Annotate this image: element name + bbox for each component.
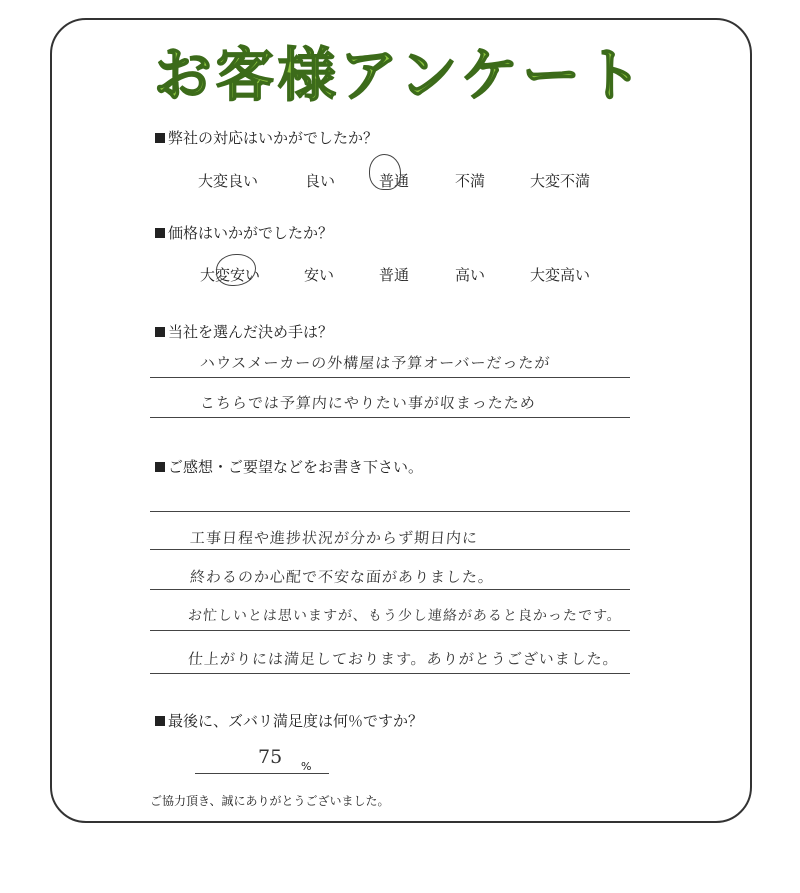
- q2-option-very-cheap[interactable]: 大変安い: [200, 266, 261, 284]
- q4-answer-line-1: 工事日程や進捗状況が分からず期日内に: [189, 529, 479, 547]
- answer-rule: [150, 377, 630, 378]
- q1-option-unsatisfied[interactable]: 不満: [455, 172, 486, 190]
- q1-option-very-unsatisfied[interactable]: 大変不満: [530, 172, 591, 190]
- survey-title: お客様アンケート: [153, 41, 647, 109]
- q2-option-expensive[interactable]: 高い: [455, 266, 486, 284]
- q4-answer-line-2: 終わるのか心配で不安な面がありました。: [189, 568, 495, 586]
- q1-option-very-good[interactable]: 大変良い: [198, 172, 259, 190]
- answer-rule: [150, 673, 630, 674]
- q4-answer-line-3: お忙しいとは思いますが、もう少し連絡があると良かったです。: [187, 608, 623, 624]
- bullet-square-icon: [155, 327, 165, 337]
- q2-option-cheap[interactable]: 安い: [304, 266, 335, 284]
- bullet-square-icon: [155, 462, 165, 472]
- q4-answer-line-4: 仕上がりには満足しております。ありがとうございました。: [187, 650, 620, 668]
- footer-thanks: ご協力頂き、誠にありがとうございました。: [150, 794, 390, 808]
- question-4: [155, 456, 423, 477]
- q1-option-good[interactable]: 良い: [305, 172, 336, 190]
- question-3: [155, 321, 333, 342]
- question-1-label: 弊社の対応はいかがでしたか？: [168, 129, 379, 147]
- satisfaction-value: 75: [258, 746, 283, 768]
- question-4-label: ご感想・ご要望などをお書き下さい。: [168, 458, 424, 476]
- satisfaction-unit: %: [301, 760, 312, 773]
- q2-option-very-expensive[interactable]: 大変高い: [530, 266, 591, 284]
- question-2: [155, 222, 333, 243]
- answer-rule: [150, 417, 630, 418]
- bullet-square-icon: [155, 716, 165, 726]
- answer-rule: [150, 511, 630, 512]
- q3-answer-line-1: ハウスメーカーの外構屋は予算オーバーだったが: [199, 354, 552, 372]
- satisfaction-rule: [195, 773, 329, 774]
- question-5-label: 最後に、ズバリ満足度は何％ですか？: [168, 712, 424, 730]
- q2-option-normal[interactable]: 普通: [379, 266, 410, 284]
- bullet-square-icon: [155, 133, 165, 143]
- q1-selection-circle: [369, 154, 401, 190]
- question-3-label: 当社を選んだ決め手は？: [168, 323, 334, 341]
- question-1: [155, 127, 378, 148]
- question-5: [155, 710, 423, 731]
- question-2-label: 価格はいかがでしたか？: [168, 224, 334, 242]
- bullet-square-icon: [155, 228, 165, 238]
- answer-rule: [150, 630, 630, 631]
- q1-option-normal[interactable]: 普通: [379, 172, 410, 190]
- answer-rule: [150, 589, 630, 590]
- q3-answer-line-2: こちらでは予算内にやりたい事が収まったため: [199, 394, 537, 412]
- answer-rule: [150, 549, 630, 550]
